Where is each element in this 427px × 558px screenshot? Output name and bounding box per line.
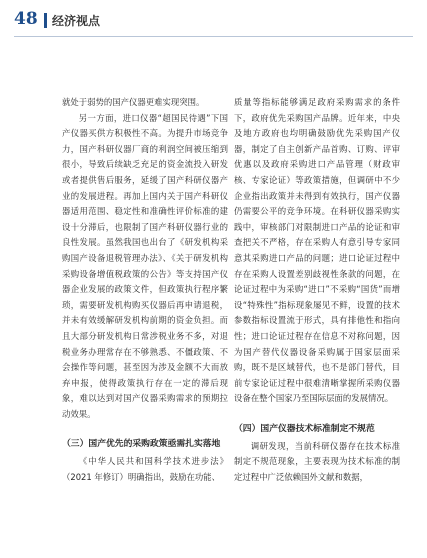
section-heading: （四）国产仪器技术标准制定不规范	[234, 423, 375, 434]
section-title: 经济视点	[52, 14, 101, 28]
section-heading: （三）国产优先的采购政策亟需扎实落地	[62, 439, 221, 450]
page-header	[0, 0, 427, 40]
page-number: 48	[14, 9, 38, 29]
paragraph: 《中华人民共和国科学技术进步法》（2021 年修订）明确指出，鼓励在功能、	[62, 456, 228, 483]
header-rule	[14, 36, 413, 37]
paragraph: 就处于弱势的国产仪器更难实现突围。	[62, 97, 205, 107]
paragraph: 质量等指标能够满足政府采购需求的条件下，政府优先采购国产品牌。近年来，中央及地方政府也均明确鼓励优先采购国产仪器，制定了自主创新产品首购、订购、评审优惠以及政府采购进口产品管理（财政审核、专家论证）等政策措施，但调研中不少企业指出政策并未得到有效执行，国产仪器仍需要公平的竞争环境。在科研仪器采购实践中，审核部门对限制进口产品的论证和审查把关不严格，存在采购人有意引导专家同意其采购进口产品的问题；进口论证过程中存在采购人设置差别歧视性条款的问题，在论证过程中为采购“进口”不采购“国货”而增设“特殊性”指标现象屡见不鲜，设置的技术参数指标设置流于形式，具有排他性和指向性；进口论证过程存在信息不对称问题，因为国产替代仪器设备采购属于国家层面采购，既不是区域替代，也不是部门替代，目前专家论证过程中很难清晰掌握所采购仪器设备在整个国家乃至国际层面的发展情况。	[234, 97, 400, 404]
right-column	[234, 95, 400, 486]
header-divider-bar	[44, 13, 47, 28]
page-bottom-edge	[0, 550, 427, 558]
paragraph: 另一方面，进口仪器“超国民待遇”下国产仪器买供方积极性不高。为提升市场竞争力，国产科研仪器厂商的利润空间被压缩到很小，导致后续缺乏充足的资金流投入研发或者提供售后服务，延缓了国产科研仪器产业的发展进程。再加上国内关于国产科研仪器适用范围、稳定性和准确性评价标准的建设十分滞后，也限制了国产科研仪器行业的良性发展。虽然我国也出台了《研发机构采购国产设备退税管理办法》、《关于研发机构采购设备增值税政策的公告》等支持国产仪器企业发展的政策文件，但政策执行程序繁琐，需要研发机构购买仪器后再申请退税，并未有效缓解研发机构前期的资金负担。而且大部分研发机构日常涉税业务不多，对退税业务办理常存在不够熟悉、不僵政策、不会操作等问题，甚至因为涉及金额不大而放弃申报，使得政策执行存在一定的滞后现象，难以达到对国产仪器采购需求的预期拉动效果。	[62, 112, 228, 419]
left-column	[62, 95, 228, 486]
paragraph: 调研发现，当前科研仪器存在技术标准制定不规范现象，主要表现为技术标准的制定过程中广泛依赖国外文献和数据，	[234, 440, 400, 483]
